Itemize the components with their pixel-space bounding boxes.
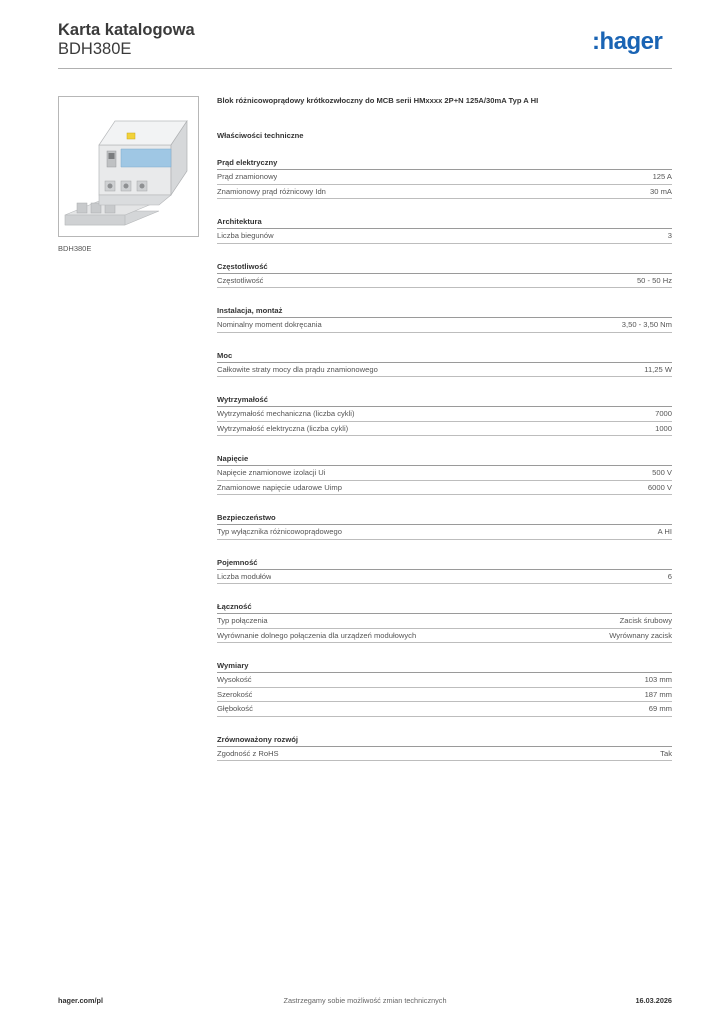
section-title: Architektura bbox=[217, 216, 672, 229]
product-image bbox=[58, 96, 199, 237]
property-label: Wytrzymałość elektryczna (liczba cykli) bbox=[217, 423, 349, 433]
property-row bbox=[217, 525, 672, 540]
property-label: Napięcie znamionowe izolacji Ui bbox=[217, 468, 326, 478]
header-divider bbox=[58, 68, 672, 69]
section-title: Prąd elektryczny bbox=[217, 157, 672, 170]
property-row bbox=[217, 629, 672, 644]
property-section bbox=[217, 261, 672, 289]
property-value: 6 bbox=[667, 571, 672, 581]
section-title: Bezpieczeństwo bbox=[217, 512, 672, 525]
property-section bbox=[217, 305, 672, 333]
property-section bbox=[217, 512, 672, 540]
property-value: 69 mm bbox=[648, 704, 672, 714]
property-value: Wyrównany zacisk bbox=[609, 630, 672, 640]
property-section bbox=[217, 216, 672, 244]
property-value: 1000 bbox=[655, 423, 672, 433]
property-row bbox=[217, 702, 672, 717]
property-row bbox=[217, 185, 672, 200]
properties-table bbox=[217, 157, 672, 778]
property-row bbox=[217, 481, 672, 496]
page-header bbox=[58, 20, 672, 68]
property-label: Wysokość bbox=[217, 675, 252, 685]
property-value: 30 mA bbox=[650, 186, 672, 196]
property-label: Liczba modułów bbox=[217, 571, 272, 581]
page-title: Karta katalogowa bbox=[58, 21, 195, 39]
property-section bbox=[217, 453, 672, 495]
property-value: 3 bbox=[667, 231, 672, 241]
property-row bbox=[217, 274, 672, 289]
property-label: Głębokość bbox=[217, 704, 253, 714]
property-label: Całkowite straty mocy dla prądu znamionowego bbox=[217, 364, 378, 374]
property-label: Znamionowy prąd różnicowy Idn bbox=[217, 186, 326, 196]
property-row bbox=[217, 229, 672, 244]
property-row bbox=[217, 747, 672, 762]
property-value: A HI bbox=[657, 527, 672, 537]
property-section bbox=[217, 601, 672, 643]
property-row bbox=[217, 422, 672, 437]
logo-text: :hager bbox=[592, 28, 663, 55]
property-label: Prąd znamionowy bbox=[217, 172, 278, 182]
property-label: Zgodność z RoHS bbox=[217, 748, 279, 758]
property-label: Wyrównanie dolnego połączenia dla urządzeń modułowych bbox=[217, 630, 417, 640]
section-title: Pojemność bbox=[217, 557, 672, 570]
property-row bbox=[217, 363, 672, 378]
page-footer bbox=[58, 996, 672, 1010]
section-title: Zrównoważony rozwój bbox=[217, 734, 672, 747]
property-label: Nominalny moment dokręcania bbox=[217, 320, 322, 330]
section-title: Wymiary bbox=[217, 660, 672, 673]
product-caption: BDH380E bbox=[58, 244, 92, 253]
property-value: Tak bbox=[660, 748, 672, 758]
hager-logo bbox=[592, 26, 672, 58]
device-photo-icon bbox=[59, 97, 198, 236]
property-value: 500 V bbox=[652, 468, 672, 478]
property-label: Liczba biegunów bbox=[217, 231, 274, 241]
section-title: Instalacja, montaż bbox=[217, 305, 672, 318]
property-value: 6000 V bbox=[647, 482, 672, 492]
property-row bbox=[217, 466, 672, 481]
property-value: 50 - 50 Hz bbox=[636, 275, 672, 285]
property-row bbox=[217, 673, 672, 688]
property-section bbox=[217, 660, 672, 717]
property-value: 187 mm bbox=[644, 689, 672, 699]
property-value: Zacisk śrubowy bbox=[619, 616, 672, 626]
section-title: Częstotliwość bbox=[217, 261, 672, 274]
property-row bbox=[217, 407, 672, 422]
property-value: 125 A bbox=[652, 172, 672, 182]
properties-heading: Właściwości techniczne bbox=[217, 131, 304, 140]
property-section bbox=[217, 557, 672, 585]
property-value: 7000 bbox=[655, 409, 672, 419]
property-section bbox=[217, 350, 672, 378]
property-label: Wytrzymałość mechaniczna (liczba cykli) bbox=[217, 409, 355, 419]
property-row bbox=[217, 614, 672, 629]
product-description: Blok różnicowoprądowy krótkozwłoczny do MCB serii HMxxxx 2P+N 125A/30mA Typ A HI bbox=[217, 96, 539, 105]
product-reference: BDH380E bbox=[58, 40, 132, 58]
property-label: Typ wyłącznika różnicowoprądowego bbox=[217, 527, 342, 537]
property-row bbox=[217, 318, 672, 333]
property-label: Typ połączenia bbox=[217, 616, 268, 626]
property-row bbox=[217, 570, 672, 585]
property-label: Częstotliwość bbox=[217, 275, 264, 285]
footer-date: 16.03.2026 bbox=[635, 996, 672, 1005]
property-value: 103 mm bbox=[644, 675, 672, 685]
property-value: 3,50 - 3,50 Nm bbox=[621, 320, 672, 330]
property-row bbox=[217, 170, 672, 185]
property-section bbox=[217, 394, 672, 436]
property-section bbox=[217, 734, 672, 762]
footer-website: hager.com/pl bbox=[58, 996, 104, 1005]
property-label: Znamionowe napięcie udarowe Uimp bbox=[217, 482, 342, 492]
property-value: 11,25 W bbox=[644, 364, 672, 374]
section-title: Napięcie bbox=[217, 453, 672, 466]
property-row bbox=[217, 688, 672, 703]
property-section bbox=[217, 157, 672, 199]
footer-disclaimer: Zastrzegamy sobie możliwość zmian technicznych bbox=[283, 996, 447, 1005]
section-title: Łączność bbox=[217, 601, 672, 614]
section-title: Moc bbox=[217, 350, 672, 363]
property-label: Szerokość bbox=[217, 689, 253, 699]
section-title: Wytrzymałość bbox=[217, 394, 672, 407]
